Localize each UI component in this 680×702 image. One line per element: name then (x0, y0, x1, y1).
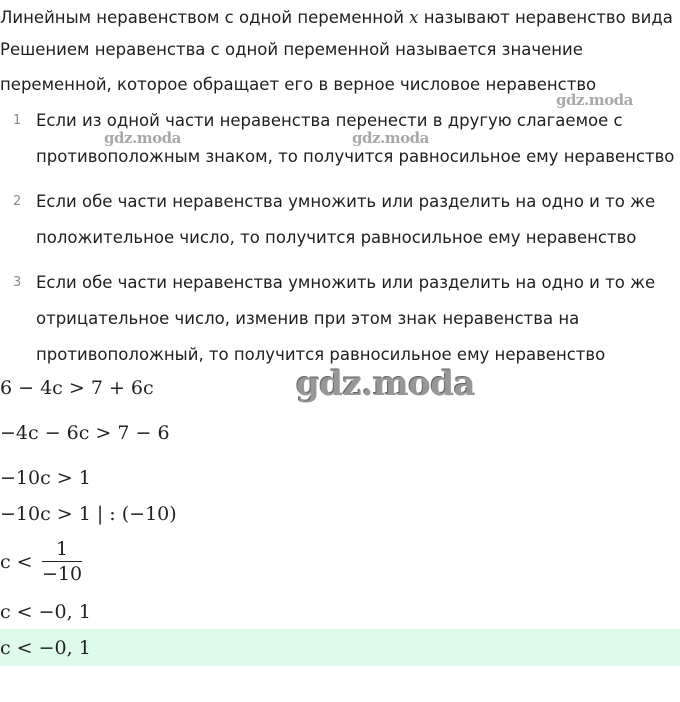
rule-number-1: 1 (13, 113, 22, 128)
watermark-center: gdz.moda (352, 129, 429, 147)
rule-1-line-2: противоположным знаком, то получится равносильное ему неравенство (36, 147, 675, 166)
intro-line-1-text: Линейным неравенством с одной переменной (0, 8, 410, 27)
rule-2-line-1: Если обе части неравенства умножить или разделить на одно и то же (36, 192, 656, 211)
rule-number-3: 3 (13, 275, 22, 290)
step-4: −10c > 1 | : (−10) (0, 503, 177, 525)
watermark-top-right: gdz.moda (556, 91, 633, 109)
intro-line-3: переменной, которое обращает его в верное числовое неравенство (0, 75, 597, 94)
intro-line-1 (0, 8, 673, 27)
intro-line-2: Решением неравенства с одной переменной называется значение (0, 40, 583, 59)
rule-number-2: 2 (13, 194, 22, 209)
step-5-fraction (42, 538, 82, 585)
rule-3-line-3: противоположный, то получится равносильное ему неравенство (36, 345, 606, 364)
answer-highlight (0, 629, 680, 666)
fraction-denominator: −10 (42, 563, 83, 585)
step-1: 6 − 4c > 7 + 6c (0, 377, 154, 399)
rule-3-line-1: Если обе части неравенства умножить или разделить на одно и то же (36, 273, 656, 292)
variable-x: x (409, 8, 419, 27)
watermark-large: gdz.moda (296, 364, 476, 404)
step-5-lhs: c < (0, 551, 33, 573)
step-3: −10c > 1 (0, 467, 91, 489)
rule-3-line-2: отрицательное число, изменив при этом знак неравенства на (36, 309, 580, 328)
rule-2-line-2: положительное число, то получится равносильное ему неравенство (36, 228, 637, 247)
step-6: c < −0, 1 (0, 601, 91, 623)
watermark-left: gdz.moda (104, 129, 181, 147)
rule-1-line-1: Если из одной части неравенства перенести в другую слагаемое с (36, 111, 623, 130)
fraction-bar (42, 561, 82, 562)
fraction-numerator: 1 (55, 538, 69, 560)
intro-line-1-text-end: называют неравенство вида (418, 8, 673, 27)
step-2: −4c − 6c > 7 − 6 (0, 422, 170, 444)
answer: c < −0, 1 (0, 637, 91, 659)
